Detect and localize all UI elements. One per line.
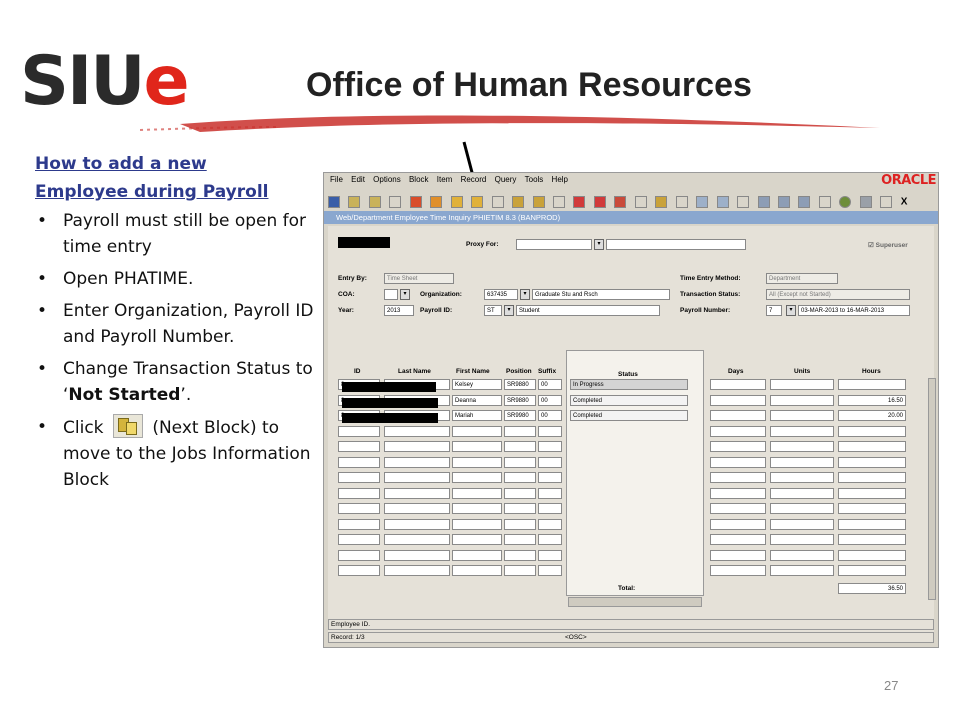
grid-cell[interactable]: Mariah [452, 410, 502, 421]
grid-cell[interactable] [452, 457, 502, 468]
grid-cell[interactable] [538, 534, 562, 545]
grid-cell[interactable] [538, 503, 562, 514]
separator-icon [819, 196, 831, 208]
redacted-name [338, 237, 390, 248]
grid-cell[interactable]: Completed [570, 395, 688, 406]
payroll-id-dropdown-icon[interactable]: ▾ [504, 305, 514, 316]
grid-cell[interactable] [770, 488, 834, 499]
bullet-item [35, 414, 320, 493]
menu-edit[interactable]: Edit [351, 175, 365, 184]
grid-cell[interactable]: 00 [538, 410, 562, 421]
col-days: Days [728, 368, 744, 375]
grid-cell[interactable] [384, 550, 450, 561]
next-block-icon [113, 414, 143, 438]
menu-tools[interactable]: Tools [524, 175, 544, 184]
menu-item[interactable]: Item [436, 175, 453, 184]
grid-cell[interactable] [452, 426, 502, 437]
separator-icon [880, 196, 892, 208]
oracle-forms-window [323, 172, 939, 648]
superuser-checkbox[interactable]: ☑ Superuser [868, 242, 908, 249]
grid-cell[interactable] [338, 472, 380, 483]
grid-cell[interactable] [710, 519, 766, 530]
grid-cell[interactable] [338, 550, 380, 561]
grid-cell[interactable] [384, 457, 450, 468]
logo-e-text: e [143, 42, 188, 121]
bullet-text: (Next Block) to move to the Jobs Information Block [63, 418, 311, 490]
grid-cell[interactable] [770, 441, 834, 452]
slide-title: Office of Human Resources [306, 66, 752, 104]
grid-cell[interactable] [770, 472, 834, 483]
page-number: 27 [884, 678, 899, 693]
payroll-number-label: Payroll Number: [680, 307, 731, 314]
entry-by-select[interactable]: Time Sheet [384, 273, 454, 284]
payroll-range-field: 03-MAR-2013 to 16-MAR-2013 [798, 305, 910, 316]
grid-cell[interactable] [770, 534, 834, 545]
total-label: Total: [618, 585, 636, 592]
bullet-item: • Payroll must still be open for time entry [35, 208, 320, 260]
grid-cell[interactable]: 00 [538, 379, 562, 390]
grid-cell[interactable] [770, 379, 834, 390]
col-id: ID [354, 368, 361, 375]
grid-cell[interactable] [504, 519, 536, 530]
organization-label: Organization: [420, 291, 462, 298]
proxy-for-field[interactable] [516, 239, 592, 250]
year-label: Year: [338, 307, 354, 314]
grid-cell[interactable] [452, 503, 502, 514]
grid-cell[interactable] [710, 488, 766, 499]
grid-cell[interactable] [538, 488, 562, 499]
total-hours: 36.50 [838, 583, 906, 594]
grid-cell[interactable] [710, 457, 766, 468]
grid-cell[interactable] [770, 550, 834, 561]
grid-cell[interactable] [504, 503, 536, 514]
redacted-row-2 [342, 398, 438, 408]
grid-cell[interactable] [384, 503, 450, 514]
grid-cell[interactable] [770, 395, 834, 406]
instructions-heading: How to add a new Employee during Payroll [35, 154, 269, 202]
grid-cell[interactable] [452, 534, 502, 545]
grid-cell[interactable] [838, 519, 906, 530]
bullet-bold-text: Not Started [68, 385, 181, 405]
grid-cell[interactable] [384, 472, 450, 483]
grid-cell[interactable] [338, 457, 380, 468]
grid-cell[interactable] [710, 379, 766, 390]
time-entry-method-select[interactable]: Department [766, 273, 838, 284]
form-title-bar [324, 211, 938, 224]
bookmark-icon[interactable] [798, 196, 810, 208]
menu-bar [324, 175, 938, 191]
grid-cell[interactable] [384, 426, 450, 437]
grid-cell[interactable] [452, 519, 502, 530]
separator-icon [492, 196, 504, 208]
enter-query-icon[interactable] [512, 196, 524, 208]
grid-cell[interactable] [452, 550, 502, 561]
exit-icon[interactable]: X [900, 196, 908, 208]
grid-cell[interactable] [710, 550, 766, 561]
grid-cell[interactable] [338, 426, 380, 437]
payroll-number-dropdown-icon[interactable]: ▾ [786, 305, 796, 316]
grid-cell[interactable] [452, 472, 502, 483]
grid-cell[interactable] [504, 488, 536, 499]
grid-cell[interactable] [710, 426, 766, 437]
grid-cell[interactable] [838, 534, 906, 545]
previous-block-icon[interactable] [410, 196, 422, 208]
grid-cell[interactable] [538, 441, 562, 452]
col-units: Units [794, 368, 811, 375]
grid-cell[interactable] [770, 519, 834, 530]
menu-record[interactable]: Record [460, 175, 487, 184]
grid-cell[interactable] [838, 488, 906, 499]
grid-cell[interactable] [384, 519, 450, 530]
grid-cell[interactable] [538, 457, 562, 468]
grid-cell[interactable] [338, 503, 380, 514]
grid-cell[interactable] [384, 488, 450, 499]
grid-cell[interactable] [838, 379, 906, 390]
grid-cell[interactable] [770, 503, 834, 514]
grid-cell[interactable]: SR9880 [504, 379, 536, 390]
separator-icon [676, 196, 688, 208]
grid-cell[interactable] [338, 534, 380, 545]
organization-name-field: Graduate Stu and Rsch [532, 289, 670, 300]
hint-line: Employee ID. [328, 619, 934, 630]
bullet-text: ’. [180, 385, 192, 405]
previous-record-icon[interactable] [430, 196, 442, 208]
grid-cell[interactable] [538, 519, 562, 530]
grid-cell[interactable] [710, 441, 766, 452]
delete-record-icon[interactable] [594, 196, 606, 208]
attachment-icon[interactable] [758, 196, 770, 208]
menu-file[interactable]: File [330, 175, 343, 184]
grid-cell[interactable] [838, 565, 906, 576]
grid-cell[interactable] [770, 426, 834, 437]
grid-vertical-scrollbar[interactable] [928, 378, 936, 600]
grid-cell[interactable]: Deanna [452, 395, 502, 406]
grid-cell[interactable] [452, 488, 502, 499]
payroll-id-name-field: Student [516, 305, 660, 316]
col-last-name: Last Name [398, 368, 431, 375]
col-first-name: First Name [456, 368, 490, 375]
red-swoosh-decoration [140, 108, 900, 138]
next-record-icon[interactable] [451, 196, 463, 208]
grid-cell[interactable]: SR9980 [504, 410, 536, 421]
form-content [328, 226, 934, 642]
navigate-icon[interactable] [778, 196, 790, 208]
clear-record-icon[interactable] [614, 196, 626, 208]
grid-cell[interactable] [710, 503, 766, 514]
menu-block[interactable]: Block [408, 175, 429, 184]
coa-label: COA: [338, 291, 355, 298]
record-indicator: Record: 1/3 [331, 634, 365, 641]
grid-cell[interactable]: Completed [570, 410, 688, 421]
grid-cell[interactable] [338, 565, 380, 576]
grid-cell[interactable] [770, 565, 834, 576]
bullet-item: • Enter Organization, Payroll ID and Payroll Number. [35, 298, 320, 350]
toolbar [328, 193, 928, 209]
grid-cell[interactable] [710, 410, 766, 421]
status-horizontal-scrollbar[interactable] [568, 597, 702, 607]
separator-icon [553, 196, 565, 208]
grid-cell[interactable] [838, 441, 906, 452]
print-icon[interactable] [369, 196, 381, 208]
redacted-row-1 [342, 382, 436, 392]
insert-record-icon[interactable] [573, 196, 585, 208]
col-hours: Hours [862, 368, 881, 375]
menu-options[interactable]: Options [373, 175, 401, 184]
bullet-text: Click [63, 418, 104, 438]
grid-cell[interactable] [338, 441, 380, 452]
save-icon[interactable] [328, 196, 340, 208]
grid-cell[interactable] [710, 565, 766, 576]
transaction-status-select[interactable]: All (Except not Started) [766, 289, 910, 300]
list-icon[interactable] [655, 196, 667, 208]
separator-icon [389, 196, 401, 208]
grid-cell[interactable] [452, 441, 502, 452]
instructions-list [35, 208, 320, 499]
grid-cell[interactable] [838, 472, 906, 483]
grid-cell[interactable] [838, 503, 906, 514]
bullet-item: • Open PHATIME. [35, 266, 320, 292]
grid-cell[interactable] [710, 472, 766, 483]
help-icon[interactable] [839, 196, 851, 208]
col-position: Position [506, 368, 532, 375]
grid-cell[interactable] [710, 534, 766, 545]
osc-indicator: <OSC> [565, 634, 587, 641]
grid-cell[interactable] [504, 534, 536, 545]
siue-logo [20, 42, 188, 121]
grid-cell[interactable] [504, 426, 536, 437]
execute-query-icon[interactable] [533, 196, 545, 208]
grid-cell[interactable] [504, 457, 536, 468]
next-block-toolbar-icon[interactable] [471, 196, 483, 208]
grid-cell[interactable] [770, 410, 834, 421]
oracle-logo: ORACLE [881, 173, 936, 188]
menu-query[interactable]: Query [494, 175, 517, 184]
info-icon[interactable] [860, 196, 872, 208]
status-line [328, 632, 934, 643]
logo-siu-text: SIU [20, 42, 144, 121]
grid-cell[interactable] [504, 472, 536, 483]
grid-cell[interactable] [504, 441, 536, 452]
grid-cell[interactable] [384, 534, 450, 545]
grid-cell[interactable] [452, 565, 502, 576]
grid-cell[interactable] [538, 550, 562, 561]
superuser-label: Superuser [875, 242, 908, 249]
time-entry-method-label: Time Entry Method: [680, 275, 741, 282]
grid-cell[interactable]: 00 [538, 395, 562, 406]
grid-cell[interactable] [770, 457, 834, 468]
grid-cell[interactable] [338, 519, 380, 530]
bullet-item [35, 356, 320, 408]
organization-code-field[interactable]: 637435 [484, 289, 518, 300]
payroll-id-label: Payroll ID: [420, 307, 453, 314]
organization-dropdown-icon[interactable]: ▾ [520, 289, 530, 300]
transaction-status-label: Transaction Status: [680, 291, 741, 298]
payroll-id-field[interactable]: ST [484, 305, 502, 316]
grid-cell[interactable] [384, 441, 450, 452]
separator-icon [737, 196, 749, 208]
grid-cell[interactable] [838, 426, 906, 437]
grid-cell[interactable] [538, 426, 562, 437]
proxy-for-label: Proxy For: [466, 241, 499, 248]
grid-cell[interactable]: SR9880 [504, 395, 536, 406]
rollback-icon[interactable] [348, 196, 360, 208]
separator-icon [635, 196, 647, 208]
coa-dropdown-icon[interactable]: ▾ [400, 289, 410, 300]
bullet-text: Change Transaction Status to ‘ [63, 359, 313, 405]
payroll-number-field[interactable]: 7 [766, 305, 782, 316]
grid-cell[interactable] [338, 488, 380, 499]
grid-cell[interactable] [838, 550, 906, 561]
coa-field[interactable] [384, 289, 398, 300]
grid-cell[interactable] [838, 457, 906, 468]
grid-cell[interactable] [538, 565, 562, 576]
redacted-row-3 [342, 413, 438, 423]
options-icon[interactable] [717, 196, 729, 208]
proxy-dropdown-icon[interactable]: ▾ [594, 239, 604, 250]
grid-cell[interactable]: In Progress [570, 379, 688, 390]
entry-by-label: Entry By: [338, 275, 367, 282]
col-suffix: Suffix [538, 368, 557, 375]
grid-cell[interactable] [710, 395, 766, 406]
grid-cell[interactable]: 16.50 [838, 395, 906, 406]
col-status: Status [618, 371, 638, 378]
proxy-name-field[interactable] [606, 239, 746, 250]
menu-help[interactable]: Help [551, 175, 568, 184]
grid-cell[interactable] [504, 550, 536, 561]
search-icon[interactable] [696, 196, 708, 208]
year-field[interactable]: 2013 [384, 305, 414, 316]
form-title: Web/Department Employee Time Inquiry PHIETIM 8.3 (BANPROD) [336, 213, 561, 222]
grid-cell[interactable]: 20.00 [838, 410, 906, 421]
grid-cell[interactable] [384, 565, 450, 576]
grid-cell[interactable]: Kelsey [452, 379, 502, 390]
grid-cell[interactable] [504, 565, 536, 576]
grid-cell[interactable] [538, 472, 562, 483]
